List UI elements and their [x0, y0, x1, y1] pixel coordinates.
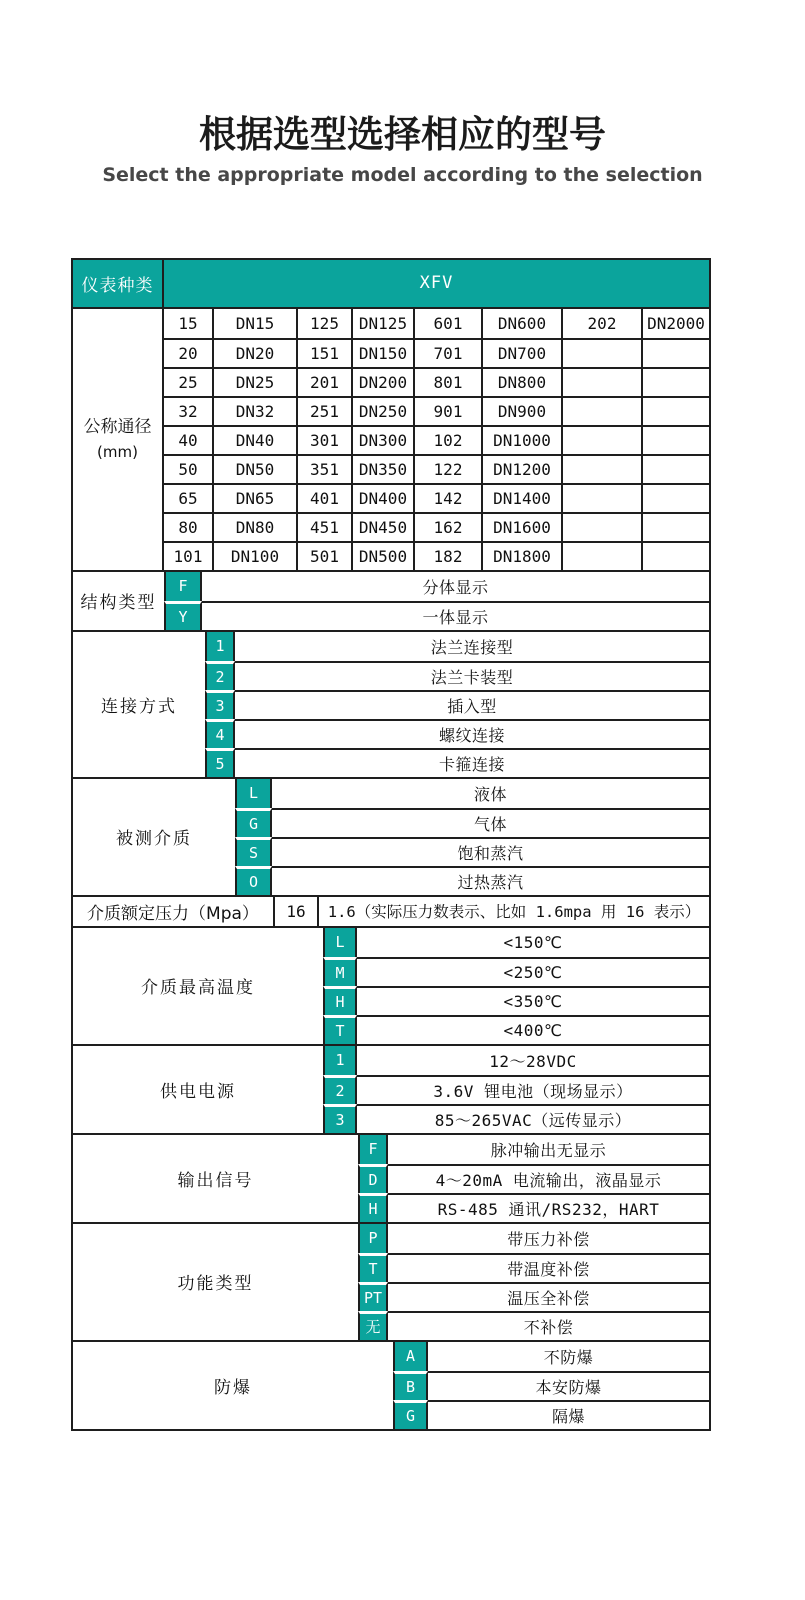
diameter-cell: DN65: [212, 483, 296, 512]
nominal-diameter-unit: (mm): [97, 442, 138, 461]
section-label: 连接方式: [101, 696, 177, 717]
diameter-cell: DN250: [351, 396, 413, 425]
option-description-cell: 12～28VDC: [489, 1051, 577, 1071]
diameter-cell: DN20: [212, 338, 296, 367]
diameter-cell: DN400: [351, 483, 413, 512]
option-row: [164, 572, 709, 601]
option-description-cell: <250℃: [357, 957, 709, 986]
option-description-cell: 气体: [272, 808, 709, 837]
diameter-cell: [641, 512, 709, 541]
diameter-cell: DN125: [351, 309, 413, 338]
option-description-cell: 不防爆: [543, 1347, 594, 1367]
option-row: [205, 719, 709, 748]
option-code-cell: A: [393, 1342, 428, 1371]
option-code-cell: H: [323, 986, 357, 1015]
diameter-cell: DN1400: [481, 483, 561, 512]
option-description-cell: 本安防爆: [428, 1371, 709, 1400]
diameter-cell: 25: [164, 367, 212, 396]
option-code-cell: D: [358, 1164, 388, 1193]
table-header-row: [73, 260, 709, 307]
option-description-cell: 分体显示: [422, 577, 489, 597]
option-description-cell: 螺纹连接: [235, 719, 709, 748]
diameter-cell: 125: [296, 309, 351, 338]
option-code-cell: T: [358, 1253, 388, 1282]
option-row: [323, 928, 709, 957]
option-row: [273, 897, 709, 926]
option-row: [323, 1104, 709, 1133]
diameter-cell: 102: [413, 425, 481, 454]
option-row: [323, 1075, 709, 1104]
option-row: [235, 837, 709, 866]
diameter-cell: 182: [413, 541, 481, 570]
option-description-cell: 法兰卡装型: [235, 661, 709, 690]
option-code-cell: 3: [205, 690, 235, 719]
page-title: 根据选型选择相应的型号: [199, 113, 606, 156]
diameter-cell: [641, 454, 709, 483]
diameter-cell: 65: [164, 483, 212, 512]
option-code-cell: L: [235, 779, 272, 808]
option-code-cell: F: [164, 572, 202, 601]
option-row: [358, 1311, 709, 1340]
section-explosion: [73, 1340, 709, 1429]
option-code-cell: O: [235, 866, 272, 895]
diameter-cell: 80: [164, 512, 212, 541]
diameter-cell: DN350: [351, 454, 413, 483]
diameter-cell: DN800: [481, 367, 561, 396]
option-row: [323, 957, 709, 986]
option-description-cell: <350℃: [357, 986, 709, 1015]
diameter-cell: 701: [413, 338, 481, 367]
option-code-cell: F: [358, 1135, 388, 1164]
option-row: [205, 661, 709, 690]
nominal-diameter-label-text: 公称通径: [83, 417, 152, 438]
instrument-type-label: 仪表种类: [73, 260, 164, 307]
section-power: [73, 1044, 709, 1133]
diameter-cell: 151: [296, 338, 351, 367]
option-row: [205, 690, 709, 719]
diameter-cell: DN2000: [641, 309, 709, 338]
option-code-cell: Y: [164, 601, 202, 630]
diameter-cell: [641, 541, 709, 570]
option-row: [393, 1371, 709, 1400]
model-code-cell: XFV: [164, 260, 709, 307]
diameter-cell: [561, 338, 641, 367]
option-description-cell: 隔爆: [428, 1400, 709, 1429]
option-description-cell: 带压力补偿: [507, 1229, 590, 1249]
diameter-cell: 122: [413, 454, 481, 483]
diameter-cell: DN80: [212, 512, 296, 541]
option-description-cell: 卡箍连接: [235, 748, 709, 777]
diameter-cell: DN1600: [481, 512, 561, 541]
diameter-cell: DN900: [481, 396, 561, 425]
section-label: 供电电源: [160, 1081, 236, 1102]
diameter-cell: [561, 367, 641, 396]
nominal-diameter-label: [73, 309, 164, 570]
diameter-cell: DN32: [212, 396, 296, 425]
section-medium: [73, 777, 709, 895]
diameter-cell: [641, 483, 709, 512]
option-code-cell: 无: [358, 1311, 388, 1340]
diameter-cell: 142: [413, 483, 481, 512]
section-label: 功能类型: [177, 1274, 254, 1295]
diameter-cell: DN50: [212, 454, 296, 483]
option-description-cell: 饱和蒸汽: [272, 837, 709, 866]
option-row: [358, 1224, 709, 1253]
option-row: [393, 1400, 709, 1429]
section-label: 被测介质: [116, 829, 192, 850]
diameter-cell: 32: [164, 396, 212, 425]
diameter-cell: 901: [413, 396, 481, 425]
option-row: [393, 1342, 709, 1371]
option-code-cell: 3: [323, 1104, 357, 1133]
option-description-cell: 脉冲输出无显示: [490, 1140, 607, 1160]
section-function: [73, 1222, 709, 1340]
option-code-cell: 5: [205, 748, 235, 777]
option-row: [323, 1015, 709, 1044]
diameter-cell: [561, 454, 641, 483]
option-row: [235, 779, 709, 808]
option-row: [323, 1046, 709, 1075]
option-description-cell: <150℃: [503, 932, 563, 952]
option-row: [205, 632, 709, 661]
section-pressure: [73, 895, 709, 926]
diameter-cell: [561, 483, 641, 512]
diameter-cell: 40: [164, 425, 212, 454]
section-label: 防爆: [214, 1377, 252, 1398]
section-label: 输出信号: [177, 1170, 254, 1191]
option-code-cell: P: [358, 1224, 388, 1253]
diameter-cell: DN700: [481, 338, 561, 367]
diameter-cell: 201: [296, 367, 351, 396]
option-description-cell: 3.6V 锂电池（现场显示）: [357, 1075, 709, 1104]
diameter-cell: DN300: [351, 425, 413, 454]
option-description-cell: 过热蒸汽: [272, 866, 709, 895]
diameter-cell: 301: [296, 425, 351, 454]
diameter-cell: DN150: [351, 338, 413, 367]
diameter-cell: [641, 338, 709, 367]
option-description-cell: 法兰连接型: [430, 637, 514, 657]
option-code-cell: 1: [323, 1046, 357, 1075]
diameter-cell: 251: [296, 396, 351, 425]
diameter-cell: 601: [413, 309, 481, 338]
option-description-cell: 温压全补偿: [388, 1282, 709, 1311]
diameter-cell: DN15: [212, 309, 296, 338]
option-row: [235, 808, 709, 837]
option-description-cell: 85～265VAC（远传显示）: [357, 1104, 709, 1133]
option-row: [235, 866, 709, 895]
diameter-cell: 501: [296, 541, 351, 570]
option-row: [164, 601, 709, 630]
diameter-cell: 15: [178, 313, 198, 333]
diameter-cell: 801: [413, 367, 481, 396]
section-temperature: [73, 926, 709, 1044]
section-connection: [73, 630, 709, 777]
diameter-cell: 451: [296, 512, 351, 541]
option-description-cell: 插入型: [235, 690, 709, 719]
diameter-cell: [561, 512, 641, 541]
option-code-cell: 1: [205, 632, 235, 661]
nominal-diameter-section: [73, 307, 709, 570]
option-row: [358, 1164, 709, 1193]
diameter-cell: [641, 425, 709, 454]
diameter-cell: DN450: [351, 512, 413, 541]
option-sections: [73, 570, 709, 1429]
diameter-cell: DN1200: [481, 454, 561, 483]
option-code-cell: L: [323, 928, 357, 957]
option-description-cell: 一体显示: [202, 601, 709, 630]
diameter-cell: [641, 367, 709, 396]
option-code-cell: G: [393, 1400, 428, 1429]
diameter-cell: 202: [561, 309, 641, 338]
diameter-cell: DN100: [212, 541, 296, 570]
diameter-cell: DN200: [351, 367, 413, 396]
diameter-grid: [164, 309, 709, 570]
diameter-cell: DN1800: [481, 541, 561, 570]
option-code-cell: PT: [358, 1282, 388, 1311]
option-code-cell: 16: [273, 897, 319, 926]
option-description-cell: 1.6（实际压力数表示、比如 1.6mpa 用 16 表示）: [327, 903, 701, 922]
diameter-cell: 20: [164, 338, 212, 367]
diameter-cell: 351: [296, 454, 351, 483]
diameter-cell: [561, 425, 641, 454]
option-code-cell: S: [235, 837, 272, 866]
diameter-cell: 162: [413, 512, 481, 541]
option-code-cell: 4: [205, 719, 235, 748]
option-description-cell: 4～20mA 电流输出，液晶显示: [388, 1164, 709, 1193]
model-selection-table: [71, 258, 711, 1431]
option-code-cell: T: [323, 1015, 357, 1044]
option-description-cell: RS-485 通讯/RS232，HART: [388, 1193, 709, 1222]
diameter-cell: DN25: [212, 367, 296, 396]
diameter-cell: [561, 396, 641, 425]
option-row: [358, 1135, 709, 1164]
option-row: [358, 1253, 709, 1282]
section-structure: [73, 570, 709, 630]
option-code-cell: B: [393, 1371, 428, 1400]
option-row: [205, 748, 709, 777]
option-description-cell: <400℃: [357, 1015, 709, 1044]
diameter-cell: [641, 396, 709, 425]
section-label: 结构类型: [80, 593, 157, 614]
page-subtitle: Select the appropriate model according to the selection: [102, 164, 703, 187]
option-description-cell: 不补偿: [388, 1311, 709, 1340]
option-description-cell: 液体: [473, 784, 507, 804]
option-code-cell: G: [235, 808, 272, 837]
option-code-cell: M: [323, 957, 357, 986]
option-description-cell: 带温度补偿: [388, 1253, 709, 1282]
diameter-cell: 50: [164, 454, 212, 483]
option-row: [358, 1193, 709, 1222]
section-label: 介质额定压力（Mpa）: [87, 903, 259, 924]
option-code-cell: H: [358, 1193, 388, 1222]
diameter-cell: DN1000: [481, 425, 561, 454]
diameter-cell: DN600: [481, 309, 561, 338]
option-row: [323, 986, 709, 1015]
option-code-cell: 2: [205, 661, 235, 690]
diameter-cell: DN40: [212, 425, 296, 454]
section-label: 介质最高温度: [141, 978, 255, 999]
diameter-cell: 401: [296, 483, 351, 512]
option-row: [358, 1282, 709, 1311]
diameter-cell: DN500: [351, 541, 413, 570]
diameter-cell: [561, 541, 641, 570]
option-code-cell: 2: [323, 1075, 357, 1104]
diameter-cell: 101: [164, 541, 212, 570]
section-output: [73, 1133, 709, 1222]
